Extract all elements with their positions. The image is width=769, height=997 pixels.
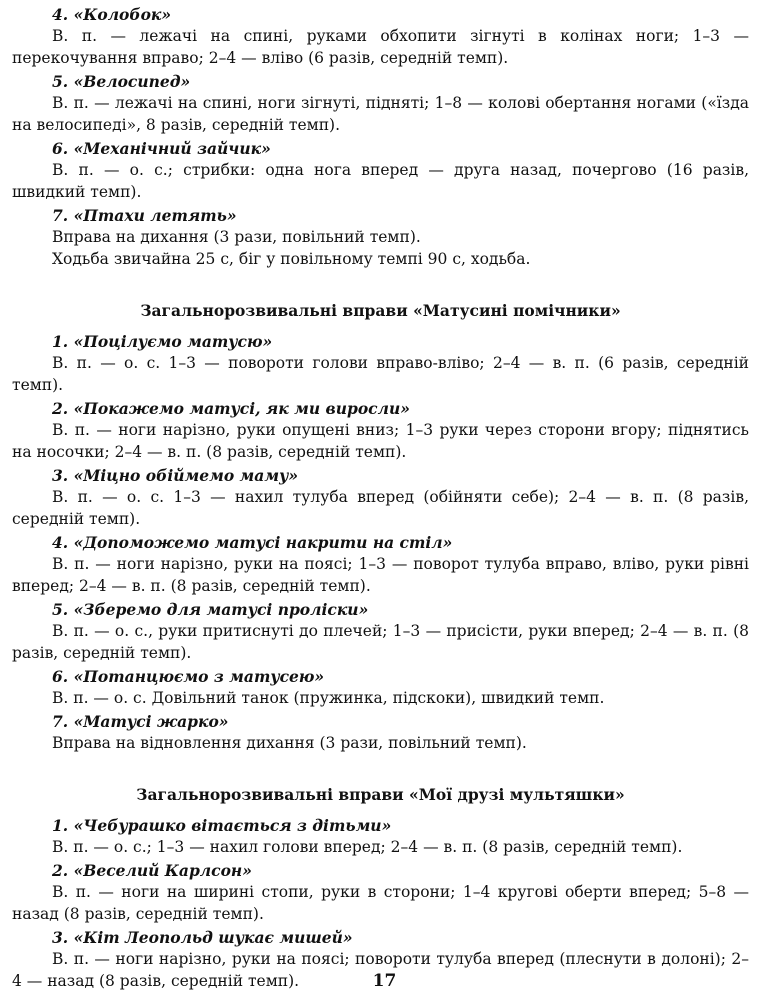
exercise-title: 3. «Кіт Леопольд шукає мишей» xyxy=(52,928,353,947)
exercise-title: 1. «Чебурашко вітається з дітьми» xyxy=(52,816,392,835)
exercise-title: 6. «Механічний зайчик» xyxy=(52,139,271,158)
exercise-description: В. п. — лежачі на спині, ноги зігнуті, підняті; 1–8 — колові обертання ногами («їзда на велосипеді», 8 разів, середній темп). xyxy=(12,94,749,134)
exercise-item xyxy=(12,533,749,597)
exercise-title: 5. «Зберемо для матусі проліски» xyxy=(52,600,369,619)
exercise-title: 7. «Птахи летять» xyxy=(52,206,237,225)
exercise-item xyxy=(12,600,749,664)
exercise-item xyxy=(12,399,749,463)
exercise-item xyxy=(12,816,749,858)
section-continued xyxy=(12,5,749,270)
exercise-description: В. п. — о. с. 1–3 — нахил тулуба вперед (обійняти себе); 2–4 — в. п. (8 разів, середній темп). xyxy=(12,488,749,528)
section-heading: Загальнорозвивальні вправи «Матусині помічники» xyxy=(140,301,621,320)
exercise-description: В. п. — ноги на ширині стопи, руки в сторони; 1–4 кругові оберти вперед; 5–8 — назад (8 разів, середній темп). xyxy=(12,883,749,923)
exercise-description: Вправа на відновлення дихання (3 рази, повільний темп). xyxy=(52,734,527,752)
exercise-title: 6. «Потанцюємо з матусею» xyxy=(52,667,325,686)
section-heading: Загальнорозвивальні вправи «Мої друзі мультяшки» xyxy=(136,785,625,804)
exercise-description: В. п. — о. с.; 1–3 — нахил голови вперед; 2–4 — в. п. (8 разів, середній темп). xyxy=(52,838,683,856)
exercise-item xyxy=(12,139,749,203)
exercise-title: 4. «Колобок» xyxy=(52,5,172,24)
exercise-description: В. п. — о. с. 1–3 — повороти голови вправо-вліво; 2–4 — в. п. (6 разів, середній темп). xyxy=(12,354,749,394)
page-number: 17 xyxy=(372,971,397,991)
exercise-description-continued: Ходьба звичайна 25 с, біг у повільному темпі 90 с, ходьба. xyxy=(52,250,531,268)
exercise-title: 2. «Покажемо матусі, як ми виросли» xyxy=(52,399,410,418)
exercise-title: 1. «Поцілуємо матусю» xyxy=(52,332,273,351)
exercise-description: Вправа на дихання (3 рази, повільний темп). xyxy=(52,228,421,246)
exercise-item xyxy=(12,667,749,709)
exercise-item xyxy=(12,72,749,136)
exercise-description: В. п. — лежачі на спині, руками обхопити зігнуті в колінах ноги; 1–3 — перекочування вправо; 2–4 — вліво (6 разів, середній темп). xyxy=(12,27,749,67)
exercise-item xyxy=(12,332,749,396)
exercise-description: В. п. — ноги нарізно, руки на поясі; повороти тулуба вперед (плеснути в долоні); 2–4 — назад (8 разів, середній темп). xyxy=(12,950,749,990)
section-moi-druzi-multiashky xyxy=(12,784,749,992)
exercise-item xyxy=(12,206,749,270)
exercise-title: 7. «Матусі жарко» xyxy=(52,712,229,731)
exercise-title: 2. «Веселий Карлсон» xyxy=(52,861,252,880)
exercise-title: 4. «Допоможемо матусі накрити на стіл» xyxy=(52,533,453,552)
exercise-item xyxy=(12,5,749,69)
exercise-item xyxy=(12,712,749,754)
exercise-item xyxy=(12,861,749,925)
exercise-description: В. п. — ноги нарізно, руки опущені вниз; 1–3 руки через сторони вгору; піднятись на носочки; 2–4 — в. п. (8 разів, середній темп). xyxy=(12,421,749,461)
section-matusyni-pomichnyky xyxy=(12,300,749,754)
exercise-description: В. п. — о. с., руки притиснуті до плечей; 1–3 — присісти, руки вперед; 2–4 — в. п. (8 разів, середній темп). xyxy=(12,622,749,662)
exercise-description: В. п. — о. с. Довільний танок (пружинка, підскоки), швидкий темп. xyxy=(52,689,605,707)
exercise-description: В. п. — ноги нарізно, руки на поясі; 1–3 — поворот тулуба вправо, вліво, руки рівні вперед; 2–4 — в. п. (8 разів, середній темп). xyxy=(12,555,749,595)
exercise-item xyxy=(12,466,749,530)
exercise-title: 3. «Міцно обіймемо маму» xyxy=(52,466,299,485)
exercise-description: В. п. — о. с.; стрибки: одна нога вперед — друга назад, почергово (16 разів, швидкий темп). xyxy=(12,161,749,201)
exercise-title: 5. «Велосипед» xyxy=(52,72,191,91)
